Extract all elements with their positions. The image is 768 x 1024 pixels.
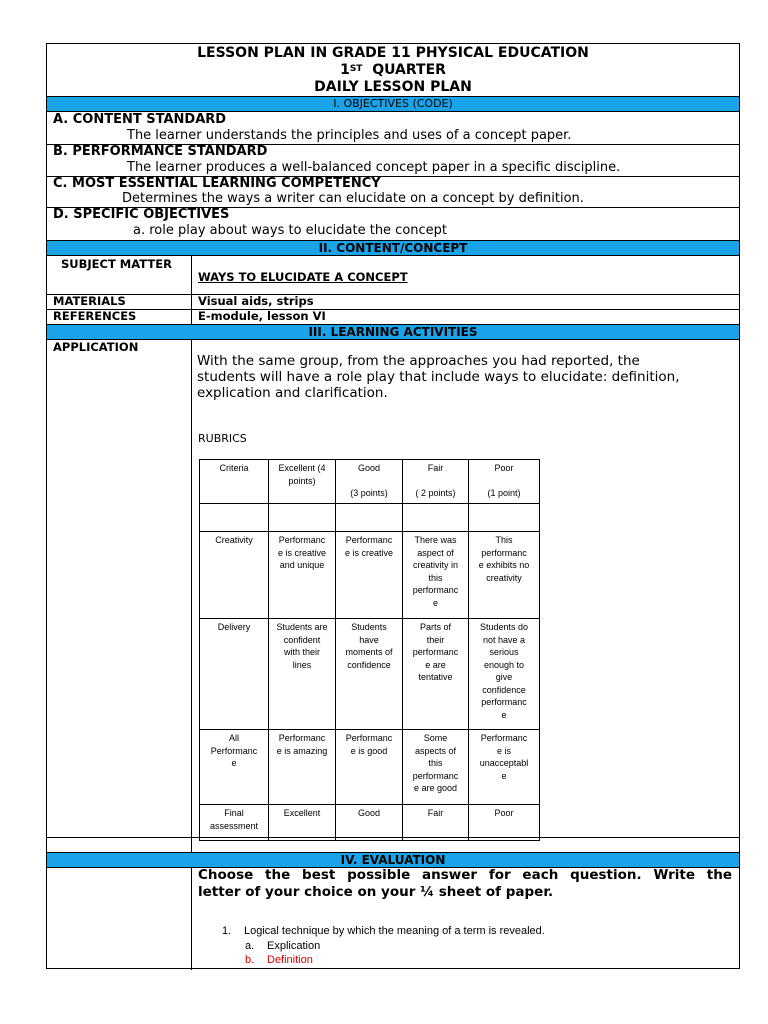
competency-title: C. MOST ESSENTIAL LEARNING COMPETENCY	[53, 176, 381, 191]
content-standard-title: A. CONTENT STANDARD	[53, 112, 227, 127]
specific-objectives-title: D. SPECIFIC OBJECTIVES	[53, 207, 230, 222]
rubric-cell-line: Performanc	[278, 733, 326, 743]
rubric-cell	[269, 730, 336, 805]
rubric-cell-line: creativity	[486, 572, 522, 583]
rubric-cell-line: tentative	[418, 672, 453, 682]
column-divider	[191, 256, 192, 324]
rubric-cell-line: ( 2 points)	[415, 488, 456, 498]
rubric-cell-line: Fair	[427, 808, 444, 818]
rubric-cell	[336, 532, 403, 619]
question-text: Logical technique by which the meaning of a term is revealed.	[244, 925, 545, 937]
instruction-line: Choose the best possible answer for each question. Write the	[198, 867, 732, 883]
rubric-cell-line: Good	[357, 463, 381, 473]
rubric-cell-line: Performanc	[345, 733, 393, 743]
rubric-cell-line	[471, 506, 537, 519]
rubric-header-cell	[336, 460, 403, 504]
application-line: students will have a role play that include ways to elucidate: definition,	[197, 369, 680, 385]
application-line: With the same group, from the approaches you had reported, the	[197, 353, 640, 369]
evaluation-instruction	[198, 867, 732, 901]
rubric-cell-line: Performanc	[278, 535, 326, 545]
quarter-number: 1	[340, 62, 350, 78]
rubric-cell-line: Excellent	[283, 808, 321, 818]
rubric-cell-line: e are good	[413, 783, 458, 793]
rubric-cell-line: Performanc	[345, 535, 393, 545]
rubric-cell-line: Some	[423, 733, 448, 743]
rubric-row	[200, 619, 540, 730]
rubric-cell	[469, 619, 540, 730]
references-value: E-module, lesson VI	[198, 309, 326, 323]
rubric-cell-line: performanc	[412, 770, 459, 781]
rubric-cell	[336, 504, 403, 532]
rubric-header-row	[200, 460, 540, 504]
rubric-cell	[269, 619, 336, 730]
rubric-cell-line: (3 points)	[350, 488, 388, 498]
rubric-cell-line: e is	[496, 745, 511, 756]
column-divider	[191, 868, 192, 970]
rubric-cell-line: enough to	[483, 659, 525, 670]
subject-matter-value: WAYS TO ELUCIDATE A CONCEPT	[198, 270, 408, 284]
divider	[47, 309, 739, 310]
divider	[47, 294, 739, 295]
rubric-row	[200, 504, 540, 532]
rubric-cell	[269, 805, 336, 841]
performance-standard-title: B. PERFORMANCE STANDARD	[53, 144, 268, 159]
header-subtitle: DAILY LESSON PLAN	[314, 79, 472, 95]
rubric-cell-line: Final	[224, 808, 244, 818]
rubric-cell-line: aspects of	[414, 745, 457, 756]
rubric-cell-line: this	[428, 758, 443, 768]
specific-objectives-text: a. role play about ways to elucidate the concept	[133, 223, 448, 238]
rubric-cell-line: Students	[351, 622, 387, 632]
rubric-row	[200, 730, 540, 805]
question-number: 1.	[222, 925, 232, 937]
rubric-cell-line: Poor	[494, 808, 514, 818]
quarter-superscript: ST	[349, 64, 363, 74]
content-standard-text: The learner understands the principles and uses of a concept paper.	[127, 128, 572, 143]
rubric-header-cell	[269, 460, 336, 504]
rubric-table	[199, 459, 540, 841]
rubric-cell	[200, 805, 269, 841]
document-header	[47, 44, 739, 97]
rubric-cell	[269, 532, 336, 619]
application-text	[197, 353, 680, 401]
rubric-cell	[336, 805, 403, 841]
rubric-cell-line: Excellent (4	[278, 463, 326, 473]
rubric-cell	[200, 730, 269, 805]
rubric-cell-line: creativity in	[412, 560, 458, 570]
rubric-cell-line: e is good	[350, 745, 388, 756]
evaluation-band: IV. EVALUATION	[47, 852, 739, 868]
rubric-cell	[336, 730, 403, 805]
materials-value: Visual aids, strips	[198, 294, 314, 308]
rubric-cell	[469, 730, 540, 805]
application-line: explication and clarification.	[197, 385, 388, 401]
rubric-cell-line: moments of	[345, 647, 393, 657]
rubric-cell	[336, 619, 403, 730]
rubric-cell	[403, 504, 469, 532]
choice-b-letter: b.	[245, 954, 255, 966]
rubric-cell-line: with their	[283, 647, 320, 657]
rubric-cell-line: lines	[292, 659, 312, 670]
subject-matter-label: SUBJECT MATTER	[61, 257, 172, 271]
rubric-cell-line: performanc	[412, 647, 459, 657]
competency-text: Determines the ways a writer can elucidate on a concept by definition.	[122, 191, 584, 206]
quarter-label: QUARTER	[372, 62, 446, 78]
rubric-cell	[403, 730, 469, 805]
rubrics-label: RUBRICS	[198, 432, 247, 445]
rubric-cell-line: Poor	[494, 463, 514, 473]
rubric-cell	[403, 619, 469, 730]
rubric-cell-line: e	[501, 770, 507, 781]
rubric-cell-line: This	[495, 535, 513, 545]
rubric-cell-line: performanc	[412, 585, 459, 595]
rubric-cell-line	[471, 475, 537, 488]
rubric-cell-line: not have a	[482, 634, 526, 645]
references-label: REFERENCES	[53, 309, 137, 323]
rubric-cell	[469, 805, 540, 841]
materials-label: MATERIALS	[53, 294, 126, 308]
rubric-cell	[403, 805, 469, 841]
rubric-header-cell	[403, 460, 469, 504]
rubric-cell-line: and unique	[279, 560, 325, 570]
rubric-cell-line	[338, 475, 400, 488]
rubric-cell-line: Creativity	[215, 535, 253, 545]
rubric-cell-line: this	[428, 572, 443, 583]
rubric-cell	[200, 504, 269, 532]
rubric-cell-line: e is creative	[277, 547, 327, 558]
header-title: LESSON PLAN IN GRADE 11 PHYSICAL EDUCATION	[197, 45, 589, 61]
rubric-cell	[200, 532, 269, 619]
header-quarter	[47, 62, 739, 79]
lesson-plan-table	[46, 43, 740, 969]
rubric-cell-line: points)	[288, 475, 316, 486]
rubric-cell-line: e	[231, 758, 237, 768]
rubric-header-cell	[200, 460, 269, 504]
content-band: II. CONTENT/CONCEPT	[47, 240, 739, 256]
objectives-band: I. OBJECTIVES (CODE)	[47, 96, 739, 112]
choice-a-letter: a.	[245, 940, 255, 952]
rubric-cell-line: unacceptabl	[479, 758, 529, 768]
rubric-cell-line	[271, 506, 333, 519]
rubric-cell-line	[405, 506, 466, 519]
rubric-cell-line	[338, 506, 400, 519]
divider	[47, 837, 739, 838]
rubric-cell-line: e is amazing	[276, 745, 328, 756]
rubric-cell-line: e is creative	[344, 547, 394, 558]
rubric-cell-line: give	[495, 672, 513, 682]
rubric-cell-line: performanc	[481, 547, 527, 558]
rubric-cell-line: Students are	[276, 622, 328, 632]
rubric-cell-line	[405, 475, 466, 488]
rubric-cell-line: their	[426, 634, 445, 645]
rubric-cell-line: All	[228, 733, 239, 743]
choice-b-answer: Definition	[267, 954, 313, 966]
rubric-cell-line: Delivery	[217, 622, 251, 632]
rubric-row	[200, 805, 540, 841]
rubric-cell-line: Students do	[479, 622, 529, 632]
rubric-cell-line: have	[359, 634, 379, 645]
rubric-cell-line: e exhibits no	[478, 560, 530, 570]
column-divider	[191, 340, 192, 852]
rubric-cell-line: There was	[414, 535, 457, 545]
instruction-line: letter of your choice on your ¼ sheet of paper.	[198, 884, 554, 900]
performance-standard-text: The learner produces a well-balanced concept paper in a specific discipline.	[127, 160, 621, 175]
rubric-cell-line: Parts of	[419, 622, 451, 632]
rubric-cell-line: confidence	[482, 684, 526, 695]
application-label: APPLICATION	[53, 340, 139, 354]
rubric-cell-line: Fair	[427, 463, 444, 473]
learning-activities-band: III. LEARNING ACTIVITIES	[47, 324, 739, 340]
rubric-cell-line: confident	[283, 634, 321, 645]
rubric-cell	[469, 532, 540, 619]
rubric-cell-line: performanc	[481, 697, 527, 707]
rubric-cell-line: Criteria	[219, 463, 249, 473]
rubric-cell-line: Performanc	[480, 733, 528, 743]
rubric-cell-line: (1 point)	[487, 488, 521, 498]
rubric-cell-line	[202, 506, 266, 519]
rubric-cell-line: aspect of	[417, 547, 454, 558]
rubric-cell	[403, 532, 469, 619]
rubric-header-cell	[469, 460, 540, 504]
rubric-cell	[469, 504, 540, 532]
rubric-cell-line: assessment	[209, 820, 259, 831]
rubric-cell-line: confidence	[347, 659, 391, 670]
rubric-cell-line: serious	[489, 647, 519, 657]
rubric-cell	[200, 619, 269, 730]
rubric-cell-line: e	[432, 597, 438, 608]
rubric-row	[200, 532, 540, 619]
rubric-cell-line: e are	[425, 659, 446, 670]
choice-a: Explication	[267, 940, 321, 952]
rubric-cell	[269, 504, 336, 532]
rubric-cell-line: e	[501, 709, 507, 720]
rubric-cell-line: Performanc	[210, 745, 258, 756]
rubric-cell-line: Good	[357, 808, 381, 818]
